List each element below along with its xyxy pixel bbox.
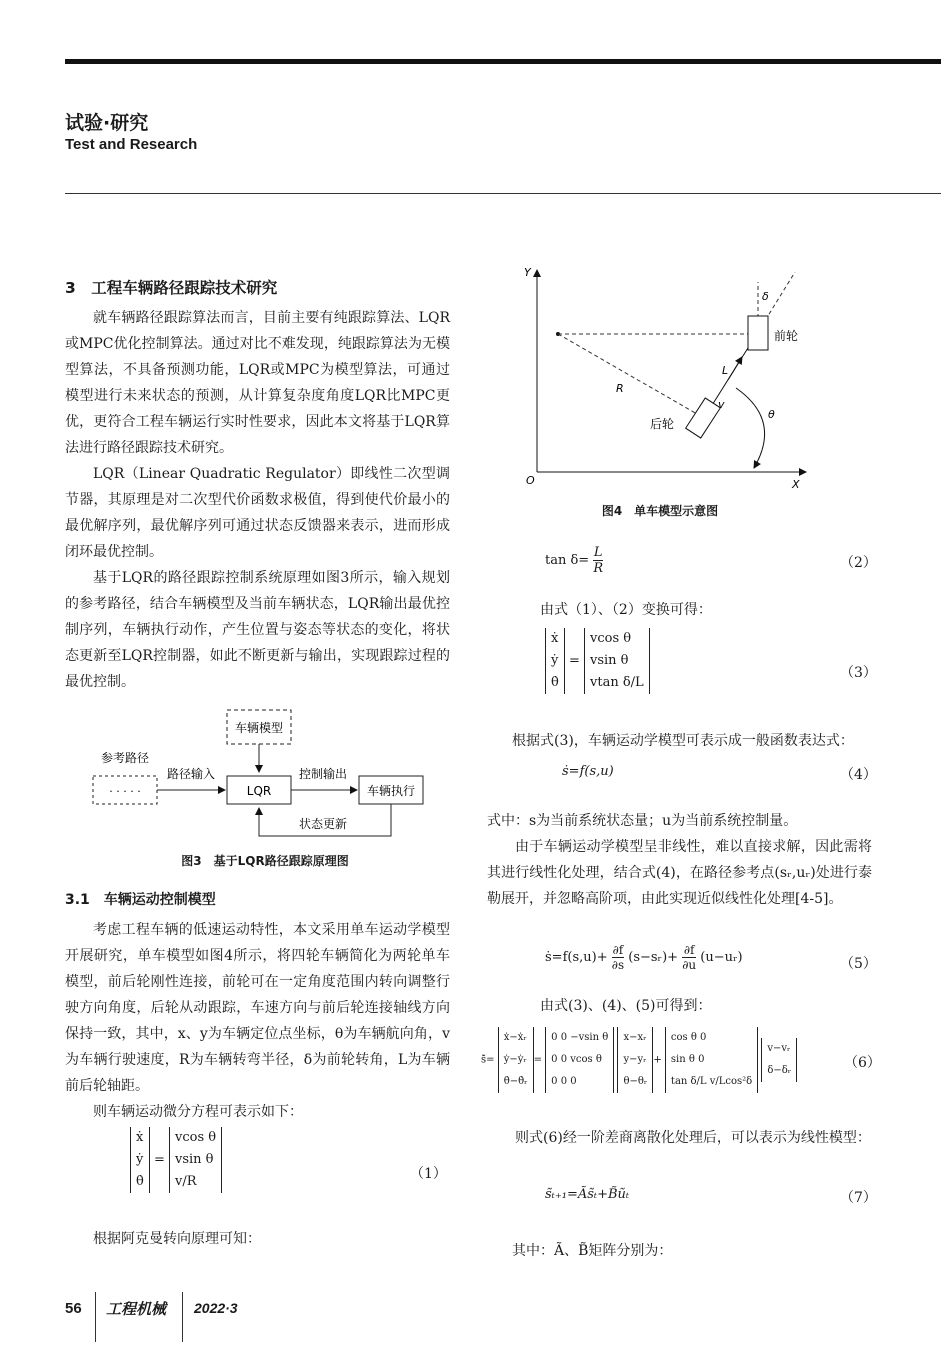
right-column-text [487, 808, 872, 912]
equation-2: tan δ= $\frac{L}{R}$ [545, 545, 604, 576]
path-input-label: 路径输入 [166, 767, 216, 781]
eq1-rhs-vector: vcos θ vsin θ v/R [169, 1127, 222, 1193]
rear-wheel [686, 398, 721, 438]
header-rule [65, 59, 941, 64]
paragraph: LQR（Linear Quadratic Regulator）即线性二次型调节器，其原理是对二次型代价函数求极值，得到使代价最小的最优解序列，最优解序列可通过状态反馈器来表示，进而形成闭环最优控制。 [65, 466, 450, 560]
section-title-cn: 试验·研究 [65, 112, 149, 134]
paragraph: 基于LQR的路径跟踪控制系统原理如图3所示，输入规划的参考路径，结合车辆模型及当前车辆状态，LQR输出最优控制序列，车辆执行动作，产生位置与姿态等状态的变化，将状态更新至LQR控制器，如此不断更新与输出，实现跟踪过程的最优控制。 [65, 570, 450, 690]
footer-divider [95, 1292, 96, 1342]
paragraph: 则式(6)经一阶差商离散化处理后，可以表示为线性模型： [515, 1130, 871, 1146]
equation-6-number: （6） [844, 1055, 881, 1071]
paragraph: 根据式(3)，车辆运动学模型可表示成一般函数表达式： [512, 733, 854, 749]
section-heading-3: 3 工程车辆路径跟踪技术研究 [65, 279, 278, 297]
delta-label: δ [762, 290, 769, 303]
velocity-label: v [718, 398, 725, 411]
paragraph: 其中：Ã、B̃矩阵分别为： [512, 1243, 673, 1259]
y-axis-label: Y [524, 266, 531, 279]
paragraph: 就车辆路径跟踪算法而言，目前主要有纯跟踪算法、LQR或MPC优化控制算法。通过对比不难发现，纯跟踪算法为无模型算法，不具备预测功能，LQR或MPC为模型算法，可通过模型进行未来状态的预测，从计算复杂度角度LQR比MPC更优，更符合工程车辆运行实时性要求，因此本文将基于LQR算法进行路径跟踪技术研究。 [65, 310, 450, 456]
heading-angle-label: θ [768, 408, 775, 421]
page-number: 56 [65, 1300, 82, 1317]
paragraph: 考虑工程车辆的低速运动特性，本文采用单车运动学模型开展研究，单车模型如图4所示，将四轮车辆简化为两轮单车模型，前后轮刚性连接，前轮可在一定角度范围内转向调整行驶方向角度，后轮从动跟踪，车速方向与前后轮连接轴线方向保持一致，其中，x、y为车辆定位点坐标，θ为车辆航向角，v为车辆行驶速度，R为车辆转弯半径，δ为前轮转角，L为车辆前后轮轴距。 [65, 922, 450, 1094]
journal-name: 工程机械 [106, 1300, 167, 1318]
equation-1-number: （1） [410, 1166, 447, 1182]
paragraph: 式中：s为当前系统状态量；u为当前系统控制量。 [487, 813, 798, 829]
paragraph: 由式(3)、(4)、(5)可得到： [540, 998, 712, 1014]
equation-5: ṡ=f(s,u)+ $\frac{\partial f}{\partial s}$ (s−sᵣ)+ $\frac{\partial f}{\partial u}$ (u−uᵣ) [545, 943, 743, 972]
ref-path-dots: · · · · · [109, 785, 141, 798]
rear-wheel-label: 后轮 [650, 417, 675, 431]
paragraph: 则车辆运动微分方程可表示如下： [93, 1104, 303, 1120]
equation-2-number: （2） [840, 555, 877, 571]
equation-1: ẋ ẏ θ̇ = vcos θ vsin θ v/R [130, 1127, 222, 1193]
vehicle-exec-label: 车辆执行 [366, 784, 416, 798]
vehicle-model-label: 车辆模型 [234, 721, 284, 735]
issue-number: 2022·3 [194, 1300, 238, 1316]
figure-3-caption: 图3 基于LQR路径跟踪原理图 [181, 854, 349, 868]
equation-4-number: （4） [840, 767, 877, 783]
left-column [65, 275, 450, 695]
x-axis-label: X [792, 478, 800, 491]
lqr-label: LQR [246, 784, 272, 798]
equation-6: s̃̇= ẋ−ẋᵣ ẏ−ẏᵣ θ̇−θ̇ᵣ = 0 0 −vsin θ 0 0 vcos θ 0 0 0 x−xᵣ y−yᵣ θ−θᵣ + cos θ 0 sin θ 0 tan δ/L v/Lcos²δ v−vᵣ δ−δᵣ [481, 1027, 797, 1093]
state-update-label: 状态更新 [298, 817, 348, 831]
footer-divider [182, 1292, 183, 1342]
figure-3-diagram [85, 700, 445, 860]
control-output-label: 控制输出 [298, 767, 348, 781]
wheelbase-label: L [722, 364, 729, 377]
front-wheel [748, 316, 768, 350]
header-divider [65, 193, 941, 194]
radius-label: R [616, 382, 624, 395]
paragraph: 由式（1）、（2）变换可得： [540, 602, 712, 618]
origin-label: O [526, 474, 535, 487]
equation-7-number: （7） [840, 1190, 877, 1206]
eq1-lhs-vector: ẋ ẏ θ̇ [130, 1127, 150, 1193]
ref-path-label: 参考路径 [100, 751, 150, 765]
paragraph: 由于车辆运动学模型呈非线性，难以直接求解，因此需将其进行线性化处理，结合式(4)，在路径参考点(sᵣ,uᵣ)处进行泰勒展开，并忽略高阶项，由此实现近似线性化处理[4-5]。 [487, 839, 872, 907]
section-title-en: Test and Research [65, 136, 198, 153]
section-heading-3-1: 3.1 车辆运动控制模型 [65, 892, 216, 908]
figure-4-diagram [510, 262, 810, 492]
equation-4: ṡ=f(s,u) [562, 764, 614, 779]
equation-3: ẋ ẏ θ̇ = vcos θ vsin θ vtan δ/L [545, 628, 650, 694]
equation-7: s̃ₜ₊₁=Ãs̃ₜ+B̃ũₜ [545, 1187, 630, 1202]
left-column-lower [65, 887, 450, 1125]
equation-5-number: （5） [840, 956, 877, 972]
figure-4-caption: 图4 单车模型示意图 [601, 504, 719, 518]
front-wheel-label: 前轮 [774, 329, 799, 343]
equation-3-number: （3） [840, 665, 877, 681]
paragraph: 根据阿克曼转向原理可知： [93, 1231, 261, 1247]
